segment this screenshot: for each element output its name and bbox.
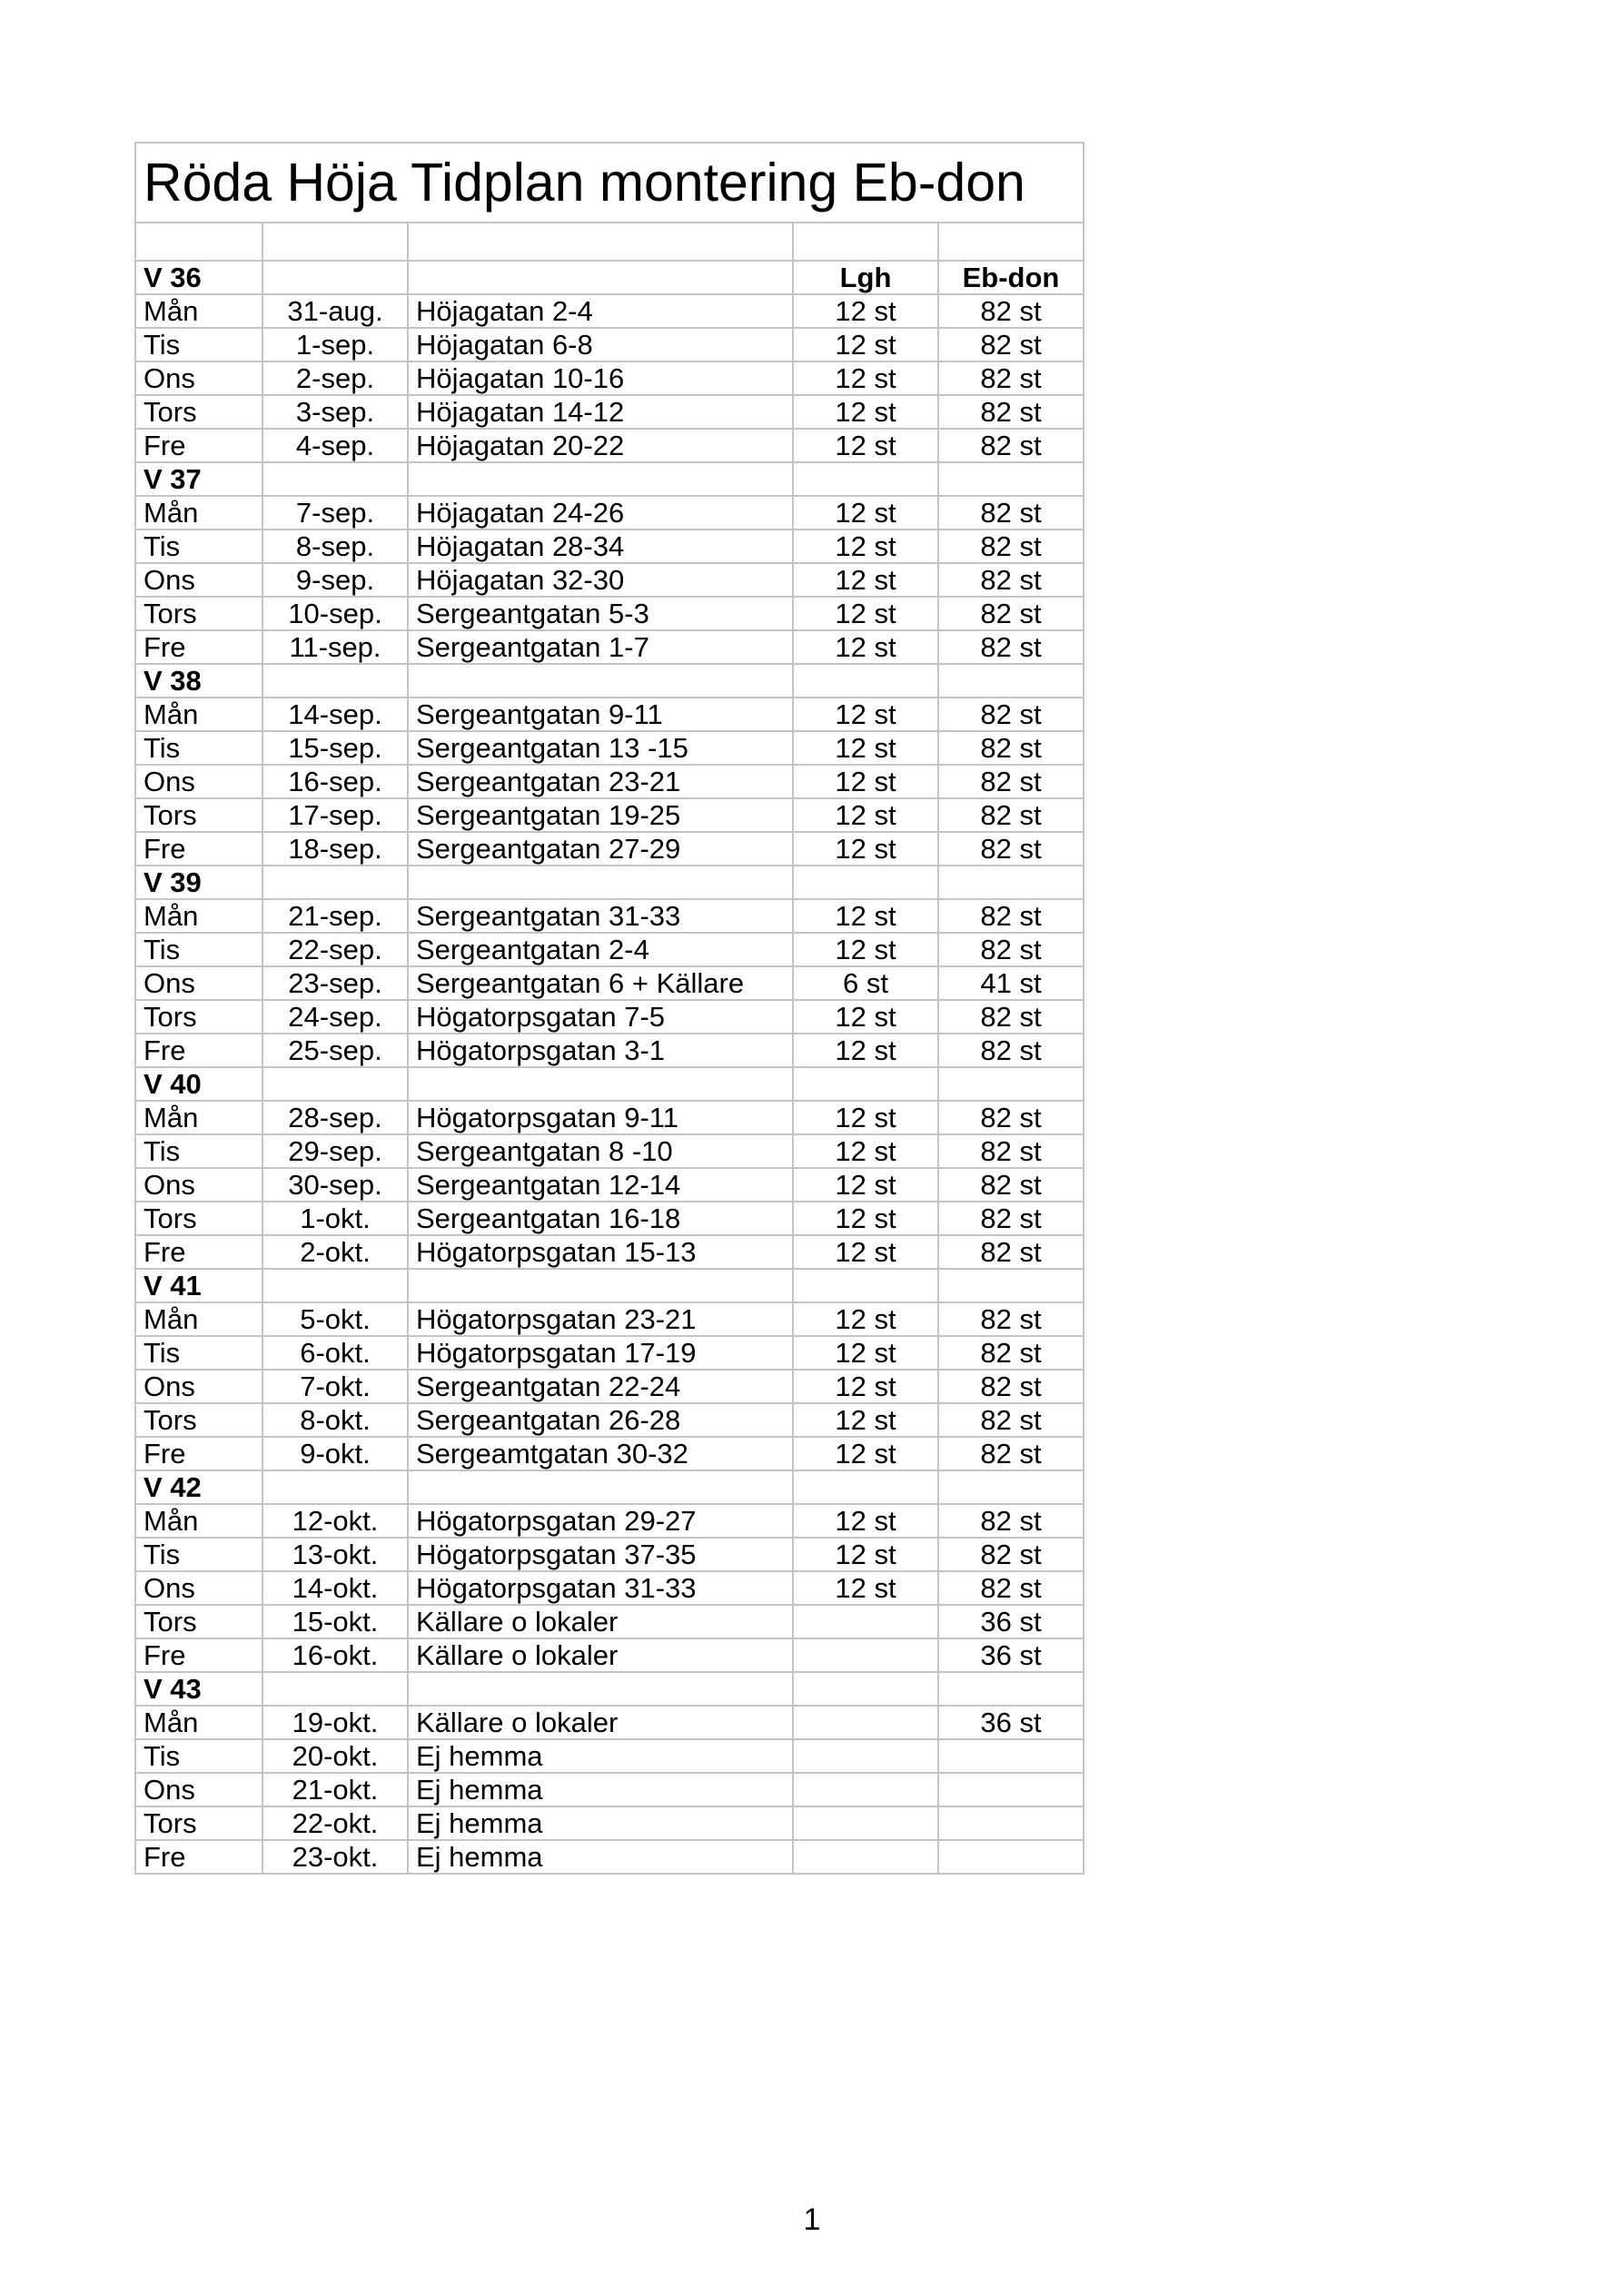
table-row	[135, 294, 1084, 328]
empty-cell	[262, 1067, 408, 1101]
page-number: 1	[803, 2202, 821, 2237]
date-cell: 10-sep.	[262, 597, 408, 630]
empty-cell	[793, 1470, 938, 1504]
address-cell: Sergeantgatan 27-29	[408, 832, 793, 866]
day-cell: Ons	[135, 1370, 262, 1403]
table-row	[135, 899, 1084, 933]
empty-cell	[262, 1269, 408, 1302]
ebdon-cell: 82 st	[938, 1336, 1084, 1370]
address-cell: Sergeantgatan 8 -10	[408, 1134, 793, 1168]
table-row	[135, 1773, 1084, 1806]
address-cell: Ej hemma	[408, 1739, 793, 1773]
address-cell: Sergeantgatan 6 + Källare	[408, 966, 793, 1000]
day-cell: Mån	[135, 698, 262, 731]
ebdon-cell: 82 st	[938, 765, 1084, 798]
week-row	[135, 1672, 1084, 1706]
address-cell: Källare o lokaler	[408, 1638, 793, 1672]
ebdon-cell: 82 st	[938, 1235, 1084, 1269]
lgh-cell: 12 st	[793, 698, 938, 731]
date-cell: 15-okt.	[262, 1605, 408, 1638]
address-cell: Höjagatan 24-26	[408, 496, 793, 529]
column-header-ebdon: Eb-don	[938, 261, 1084, 294]
day-cell: Tis	[135, 1134, 262, 1168]
address-cell: Högatorpsgatan 31-33	[408, 1571, 793, 1605]
date-cell: 1-sep.	[262, 328, 408, 361]
date-cell: 4-sep.	[262, 429, 408, 462]
table-row	[135, 1202, 1084, 1235]
lgh-cell: 12 st	[793, 899, 938, 933]
empty-cell	[262, 664, 408, 698]
table-row	[135, 1302, 1084, 1336]
date-cell: 3-sep.	[262, 395, 408, 429]
table-row	[135, 966, 1084, 1000]
lgh-cell: 12 st	[793, 597, 938, 630]
lgh-cell: 12 st	[793, 765, 938, 798]
day-cell: Ons	[135, 966, 262, 1000]
empty-cell	[408, 866, 793, 899]
date-cell: 7-okt.	[262, 1370, 408, 1403]
document-title: Röda Höja Tidplan montering Eb-don	[135, 143, 1084, 223]
day-cell: Mån	[135, 496, 262, 529]
empty-cell	[793, 1269, 938, 1302]
lgh-cell: 12 st	[793, 933, 938, 966]
table-row	[135, 630, 1084, 664]
day-cell: Mån	[135, 1101, 262, 1134]
column-header-lgh: Lgh	[793, 261, 938, 294]
ebdon-cell: 82 st	[938, 563, 1084, 597]
day-cell: Fre	[135, 1437, 262, 1470]
week-label: V 40	[135, 1067, 262, 1101]
day-cell: Fre	[135, 1638, 262, 1672]
day-cell: Fre	[135, 630, 262, 664]
date-cell: 11-sep.	[262, 630, 408, 664]
date-cell: 5-okt.	[262, 1302, 408, 1336]
ebdon-cell: 82 st	[938, 1000, 1084, 1034]
table-row	[135, 1034, 1084, 1067]
lgh-cell: 12 st	[793, 1302, 938, 1336]
date-cell: 30-sep.	[262, 1168, 408, 1202]
ebdon-cell: 82 st	[938, 1302, 1084, 1336]
week-label: V 43	[135, 1672, 262, 1706]
day-cell: Tis	[135, 328, 262, 361]
ebdon-cell: 82 st	[938, 630, 1084, 664]
table-row	[135, 1571, 1084, 1605]
empty-cell	[793, 1067, 938, 1101]
ebdon-cell: 82 st	[938, 529, 1084, 563]
ebdon-cell: 82 st	[938, 1571, 1084, 1605]
address-cell: Sergeamtgatan 30-32	[408, 1437, 793, 1470]
date-cell: 21-okt.	[262, 1773, 408, 1806]
address-cell: Källare o lokaler	[408, 1706, 793, 1739]
lgh-cell	[793, 1840, 938, 1874]
empty-cell	[262, 1672, 408, 1706]
address-cell: Högatorpsgatan 29-27	[408, 1504, 793, 1538]
date-cell: 16-sep.	[262, 765, 408, 798]
table-row	[135, 563, 1084, 597]
address-cell: Höjagatan 2-4	[408, 294, 793, 328]
date-cell: 9-okt.	[262, 1437, 408, 1470]
address-cell: Högatorpsgatan 17-19	[408, 1336, 793, 1370]
address-cell: Höjagatan 20-22	[408, 429, 793, 462]
lgh-cell: 12 st	[793, 1538, 938, 1571]
date-cell: 20-okt.	[262, 1739, 408, 1773]
week-row	[135, 1269, 1084, 1302]
day-cell: Tis	[135, 529, 262, 563]
address-cell: Höjagatan 10-16	[408, 361, 793, 395]
day-cell: Ons	[135, 361, 262, 395]
ebdon-cell: 82 st	[938, 1370, 1084, 1403]
day-cell: Tis	[135, 1336, 262, 1370]
lgh-cell: 12 st	[793, 328, 938, 361]
address-cell: Sergeantgatan 13 -15	[408, 731, 793, 765]
schedule-table	[134, 142, 1084, 1875]
day-cell: Ons	[135, 765, 262, 798]
address-cell: Källare o lokaler	[408, 1605, 793, 1638]
lgh-cell: 12 st	[793, 1336, 938, 1370]
date-cell: 18-sep.	[262, 832, 408, 866]
empty-cell	[408, 223, 793, 261]
empty-cell	[938, 1672, 1084, 1706]
day-cell: Ons	[135, 1168, 262, 1202]
empty-cell	[793, 223, 938, 261]
lgh-cell: 12 st	[793, 429, 938, 462]
week-label: V 38	[135, 664, 262, 698]
table-row	[135, 1336, 1084, 1370]
lgh-cell	[793, 1605, 938, 1638]
day-cell: Tis	[135, 1739, 262, 1773]
date-cell: 13-okt.	[262, 1538, 408, 1571]
day-cell: Tors	[135, 597, 262, 630]
day-cell: Ons	[135, 1571, 262, 1605]
ebdon-cell: 82 st	[938, 294, 1084, 328]
address-cell: Höjagatan 32-30	[408, 563, 793, 597]
date-cell: 24-sep.	[262, 1000, 408, 1034]
day-cell: Ons	[135, 1773, 262, 1806]
ebdon-cell: 82 st	[938, 1403, 1084, 1437]
lgh-cell: 12 st	[793, 1202, 938, 1235]
date-cell: 7-sep.	[262, 496, 408, 529]
address-cell: Högatorpsgatan 23-21	[408, 1302, 793, 1336]
table-row	[135, 361, 1084, 395]
ebdon-cell: 82 st	[938, 1538, 1084, 1571]
address-cell: Sergeantgatan 1-7	[408, 630, 793, 664]
table-row	[135, 933, 1084, 966]
table-row	[135, 1840, 1084, 1874]
title-row	[135, 143, 1084, 223]
empty-cell	[408, 462, 793, 496]
ebdon-cell: 82 st	[938, 496, 1084, 529]
ebdon-cell: 82 st	[938, 1437, 1084, 1470]
ebdon-cell: 82 st	[938, 1034, 1084, 1067]
table-row	[135, 1504, 1084, 1538]
empty-cell	[793, 1672, 938, 1706]
ebdon-cell: 82 st	[938, 731, 1084, 765]
ebdon-cell	[938, 1806, 1084, 1840]
lgh-cell: 12 st	[793, 1571, 938, 1605]
date-cell: 14-sep.	[262, 698, 408, 731]
address-cell: Sergeantgatan 9-11	[408, 698, 793, 731]
empty-cell	[938, 866, 1084, 899]
lgh-cell: 12 st	[793, 798, 938, 832]
empty-cell	[793, 664, 938, 698]
day-cell: Mån	[135, 1302, 262, 1336]
ebdon-cell: 82 st	[938, 1134, 1084, 1168]
empty-cell	[938, 223, 1084, 261]
day-cell: Tors	[135, 798, 262, 832]
day-cell: Fre	[135, 1235, 262, 1269]
lgh-cell	[793, 1638, 938, 1672]
date-cell: 2-okt.	[262, 1235, 408, 1269]
lgh-cell: 12 st	[793, 1504, 938, 1538]
date-cell: 22-okt.	[262, 1806, 408, 1840]
day-cell: Mån	[135, 294, 262, 328]
lgh-cell: 12 st	[793, 361, 938, 395]
ebdon-cell	[938, 1840, 1084, 1874]
lgh-cell: 12 st	[793, 1370, 938, 1403]
address-cell: Högatorpsgatan 3-1	[408, 1034, 793, 1067]
table-row	[135, 1101, 1084, 1134]
empty-cell	[408, 261, 793, 294]
day-cell: Fre	[135, 1840, 262, 1874]
ebdon-cell: 82 st	[938, 395, 1084, 429]
day-cell: Tis	[135, 731, 262, 765]
empty-cell	[408, 1067, 793, 1101]
address-cell: Höjagatan 14-12	[408, 395, 793, 429]
date-cell: 22-sep.	[262, 933, 408, 966]
day-cell: Fre	[135, 832, 262, 866]
table-row	[135, 1806, 1084, 1840]
week-label: V 41	[135, 1269, 262, 1302]
week-row	[135, 261, 1084, 294]
table-row	[135, 1370, 1084, 1403]
empty-cell	[793, 866, 938, 899]
day-cell: Tors	[135, 1202, 262, 1235]
ebdon-cell: 82 st	[938, 597, 1084, 630]
ebdon-cell: 82 st	[938, 832, 1084, 866]
address-cell: Sergeantgatan 12-14	[408, 1168, 793, 1202]
day-cell: Fre	[135, 1034, 262, 1067]
address-cell: Sergeantgatan 23-21	[408, 765, 793, 798]
empty-cell	[938, 462, 1084, 496]
day-cell: Tis	[135, 1538, 262, 1571]
table-row	[135, 1437, 1084, 1470]
table-row	[135, 529, 1084, 563]
lgh-cell: 12 st	[793, 563, 938, 597]
date-cell: 6-okt.	[262, 1336, 408, 1370]
day-cell: Ons	[135, 563, 262, 597]
empty-cell	[938, 1067, 1084, 1101]
ebdon-cell: 82 st	[938, 798, 1084, 832]
address-cell: Högatorpsgatan 7-5	[408, 1000, 793, 1034]
address-cell: Sergeantgatan 19-25	[408, 798, 793, 832]
lgh-cell: 12 st	[793, 1034, 938, 1067]
table-row	[135, 1000, 1084, 1034]
lgh-cell	[793, 1739, 938, 1773]
ebdon-cell	[938, 1773, 1084, 1806]
empty-cell	[938, 664, 1084, 698]
table-row	[135, 731, 1084, 765]
empty-cell	[408, 1672, 793, 1706]
table-row	[135, 1403, 1084, 1437]
table-row	[135, 1638, 1084, 1672]
table-row	[135, 328, 1084, 361]
date-cell: 28-sep.	[262, 1101, 408, 1134]
lgh-cell	[793, 1806, 938, 1840]
date-cell: 15-sep.	[262, 731, 408, 765]
ebdon-cell: 82 st	[938, 1202, 1084, 1235]
table-row	[135, 496, 1084, 529]
ebdon-cell: 36 st	[938, 1638, 1084, 1672]
week-label: V 39	[135, 866, 262, 899]
address-cell: Högatorpsgatan 9-11	[408, 1101, 793, 1134]
table-row	[135, 1134, 1084, 1168]
ebdon-cell	[938, 1739, 1084, 1773]
date-cell: 8-okt.	[262, 1403, 408, 1437]
lgh-cell: 12 st	[793, 1437, 938, 1470]
table-row	[135, 429, 1084, 462]
table-row	[135, 765, 1084, 798]
address-cell: Sergeantgatan 5-3	[408, 597, 793, 630]
date-cell: 17-sep.	[262, 798, 408, 832]
empty-cell	[408, 1269, 793, 1302]
date-cell: 19-okt.	[262, 1706, 408, 1739]
lgh-cell: 12 st	[793, 529, 938, 563]
address-cell: Sergeantgatan 26-28	[408, 1403, 793, 1437]
lgh-cell: 12 st	[793, 1000, 938, 1034]
day-cell: Fre	[135, 429, 262, 462]
address-cell: Sergeantgatan 31-33	[408, 899, 793, 933]
table-row	[135, 698, 1084, 731]
empty-cell	[938, 1269, 1084, 1302]
table-row	[135, 1739, 1084, 1773]
lgh-cell: 12 st	[793, 1101, 938, 1134]
table-row	[135, 1168, 1084, 1202]
date-cell: 21-sep.	[262, 899, 408, 933]
ebdon-cell: 36 st	[938, 1605, 1084, 1638]
ebdon-cell: 36 st	[938, 1706, 1084, 1739]
ebdon-cell: 82 st	[938, 698, 1084, 731]
address-cell: Höjagatan 6-8	[408, 328, 793, 361]
empty-cell	[793, 462, 938, 496]
address-cell: Högatorpsgatan 15-13	[408, 1235, 793, 1269]
address-cell: Sergeantgatan 22-24	[408, 1370, 793, 1403]
day-cell: Mån	[135, 1706, 262, 1739]
empty-cell	[262, 261, 408, 294]
ebdon-cell: 82 st	[938, 361, 1084, 395]
address-cell: Sergeantgatan 2-4	[408, 933, 793, 966]
lgh-cell: 12 st	[793, 731, 938, 765]
date-cell: 29-sep.	[262, 1134, 408, 1168]
empty-cell	[408, 1470, 793, 1504]
lgh-cell: 12 st	[793, 630, 938, 664]
table-row	[135, 832, 1084, 866]
address-cell: Ej hemma	[408, 1773, 793, 1806]
week-row	[135, 1470, 1084, 1504]
day-cell: Mån	[135, 899, 262, 933]
lgh-cell: 12 st	[793, 496, 938, 529]
day-cell: Tors	[135, 1605, 262, 1638]
address-cell: Sergeantgatan 16-18	[408, 1202, 793, 1235]
address-cell: Ej hemma	[408, 1840, 793, 1874]
empty-cell	[262, 866, 408, 899]
ebdon-cell: 41 st	[938, 966, 1084, 1000]
lgh-cell: 12 st	[793, 395, 938, 429]
lgh-cell: 12 st	[793, 1403, 938, 1437]
date-cell: 31-aug.	[262, 294, 408, 328]
date-cell: 25-sep.	[262, 1034, 408, 1067]
table-row	[135, 798, 1084, 832]
lgh-cell: 12 st	[793, 1168, 938, 1202]
address-cell: Ej hemma	[408, 1806, 793, 1840]
blank-row	[135, 223, 1084, 261]
ebdon-cell: 82 st	[938, 933, 1084, 966]
date-cell: 12-okt.	[262, 1504, 408, 1538]
address-cell: Högatorpsgatan 37-35	[408, 1538, 793, 1571]
week-label: V 42	[135, 1470, 262, 1504]
ebdon-cell: 82 st	[938, 1101, 1084, 1134]
week-label: V 37	[135, 462, 262, 496]
date-cell: 23-okt.	[262, 1840, 408, 1874]
lgh-cell: 12 st	[793, 832, 938, 866]
empty-cell	[262, 1470, 408, 1504]
date-cell: 16-okt.	[262, 1638, 408, 1672]
empty-cell	[262, 462, 408, 496]
table-row	[135, 1605, 1084, 1638]
empty-cell	[408, 664, 793, 698]
day-cell: Tors	[135, 1403, 262, 1437]
day-cell: Tors	[135, 395, 262, 429]
ebdon-cell: 82 st	[938, 899, 1084, 933]
week-row	[135, 1067, 1084, 1101]
day-cell: Mån	[135, 1504, 262, 1538]
date-cell: 14-okt.	[262, 1571, 408, 1605]
table-row	[135, 1235, 1084, 1269]
lgh-cell: 12 st	[793, 294, 938, 328]
address-cell: Höjagatan 28-34	[408, 529, 793, 563]
week-row	[135, 866, 1084, 899]
week-row	[135, 462, 1084, 496]
lgh-cell: 12 st	[793, 1134, 938, 1168]
week-row	[135, 664, 1084, 698]
date-cell: 9-sep.	[262, 563, 408, 597]
day-cell: Tors	[135, 1806, 262, 1840]
date-cell: 8-sep.	[262, 529, 408, 563]
ebdon-cell: 82 st	[938, 1504, 1084, 1538]
empty-cell	[135, 223, 262, 261]
table-row	[135, 597, 1084, 630]
date-cell: 1-okt.	[262, 1202, 408, 1235]
empty-cell	[262, 223, 408, 261]
ebdon-cell: 82 st	[938, 429, 1084, 462]
date-cell: 23-sep.	[262, 966, 408, 1000]
lgh-cell: 6 st	[793, 966, 938, 1000]
lgh-cell	[793, 1706, 938, 1739]
lgh-cell	[793, 1773, 938, 1806]
day-cell: Tis	[135, 933, 262, 966]
week-label: V 36	[135, 261, 262, 294]
table-row	[135, 1706, 1084, 1739]
date-cell: 2-sep.	[262, 361, 408, 395]
ebdon-cell: 82 st	[938, 328, 1084, 361]
lgh-cell: 12 st	[793, 1235, 938, 1269]
table-row	[135, 1538, 1084, 1571]
table-row	[135, 395, 1084, 429]
day-cell: Tors	[135, 1000, 262, 1034]
empty-cell	[938, 1470, 1084, 1504]
ebdon-cell: 82 st	[938, 1168, 1084, 1202]
